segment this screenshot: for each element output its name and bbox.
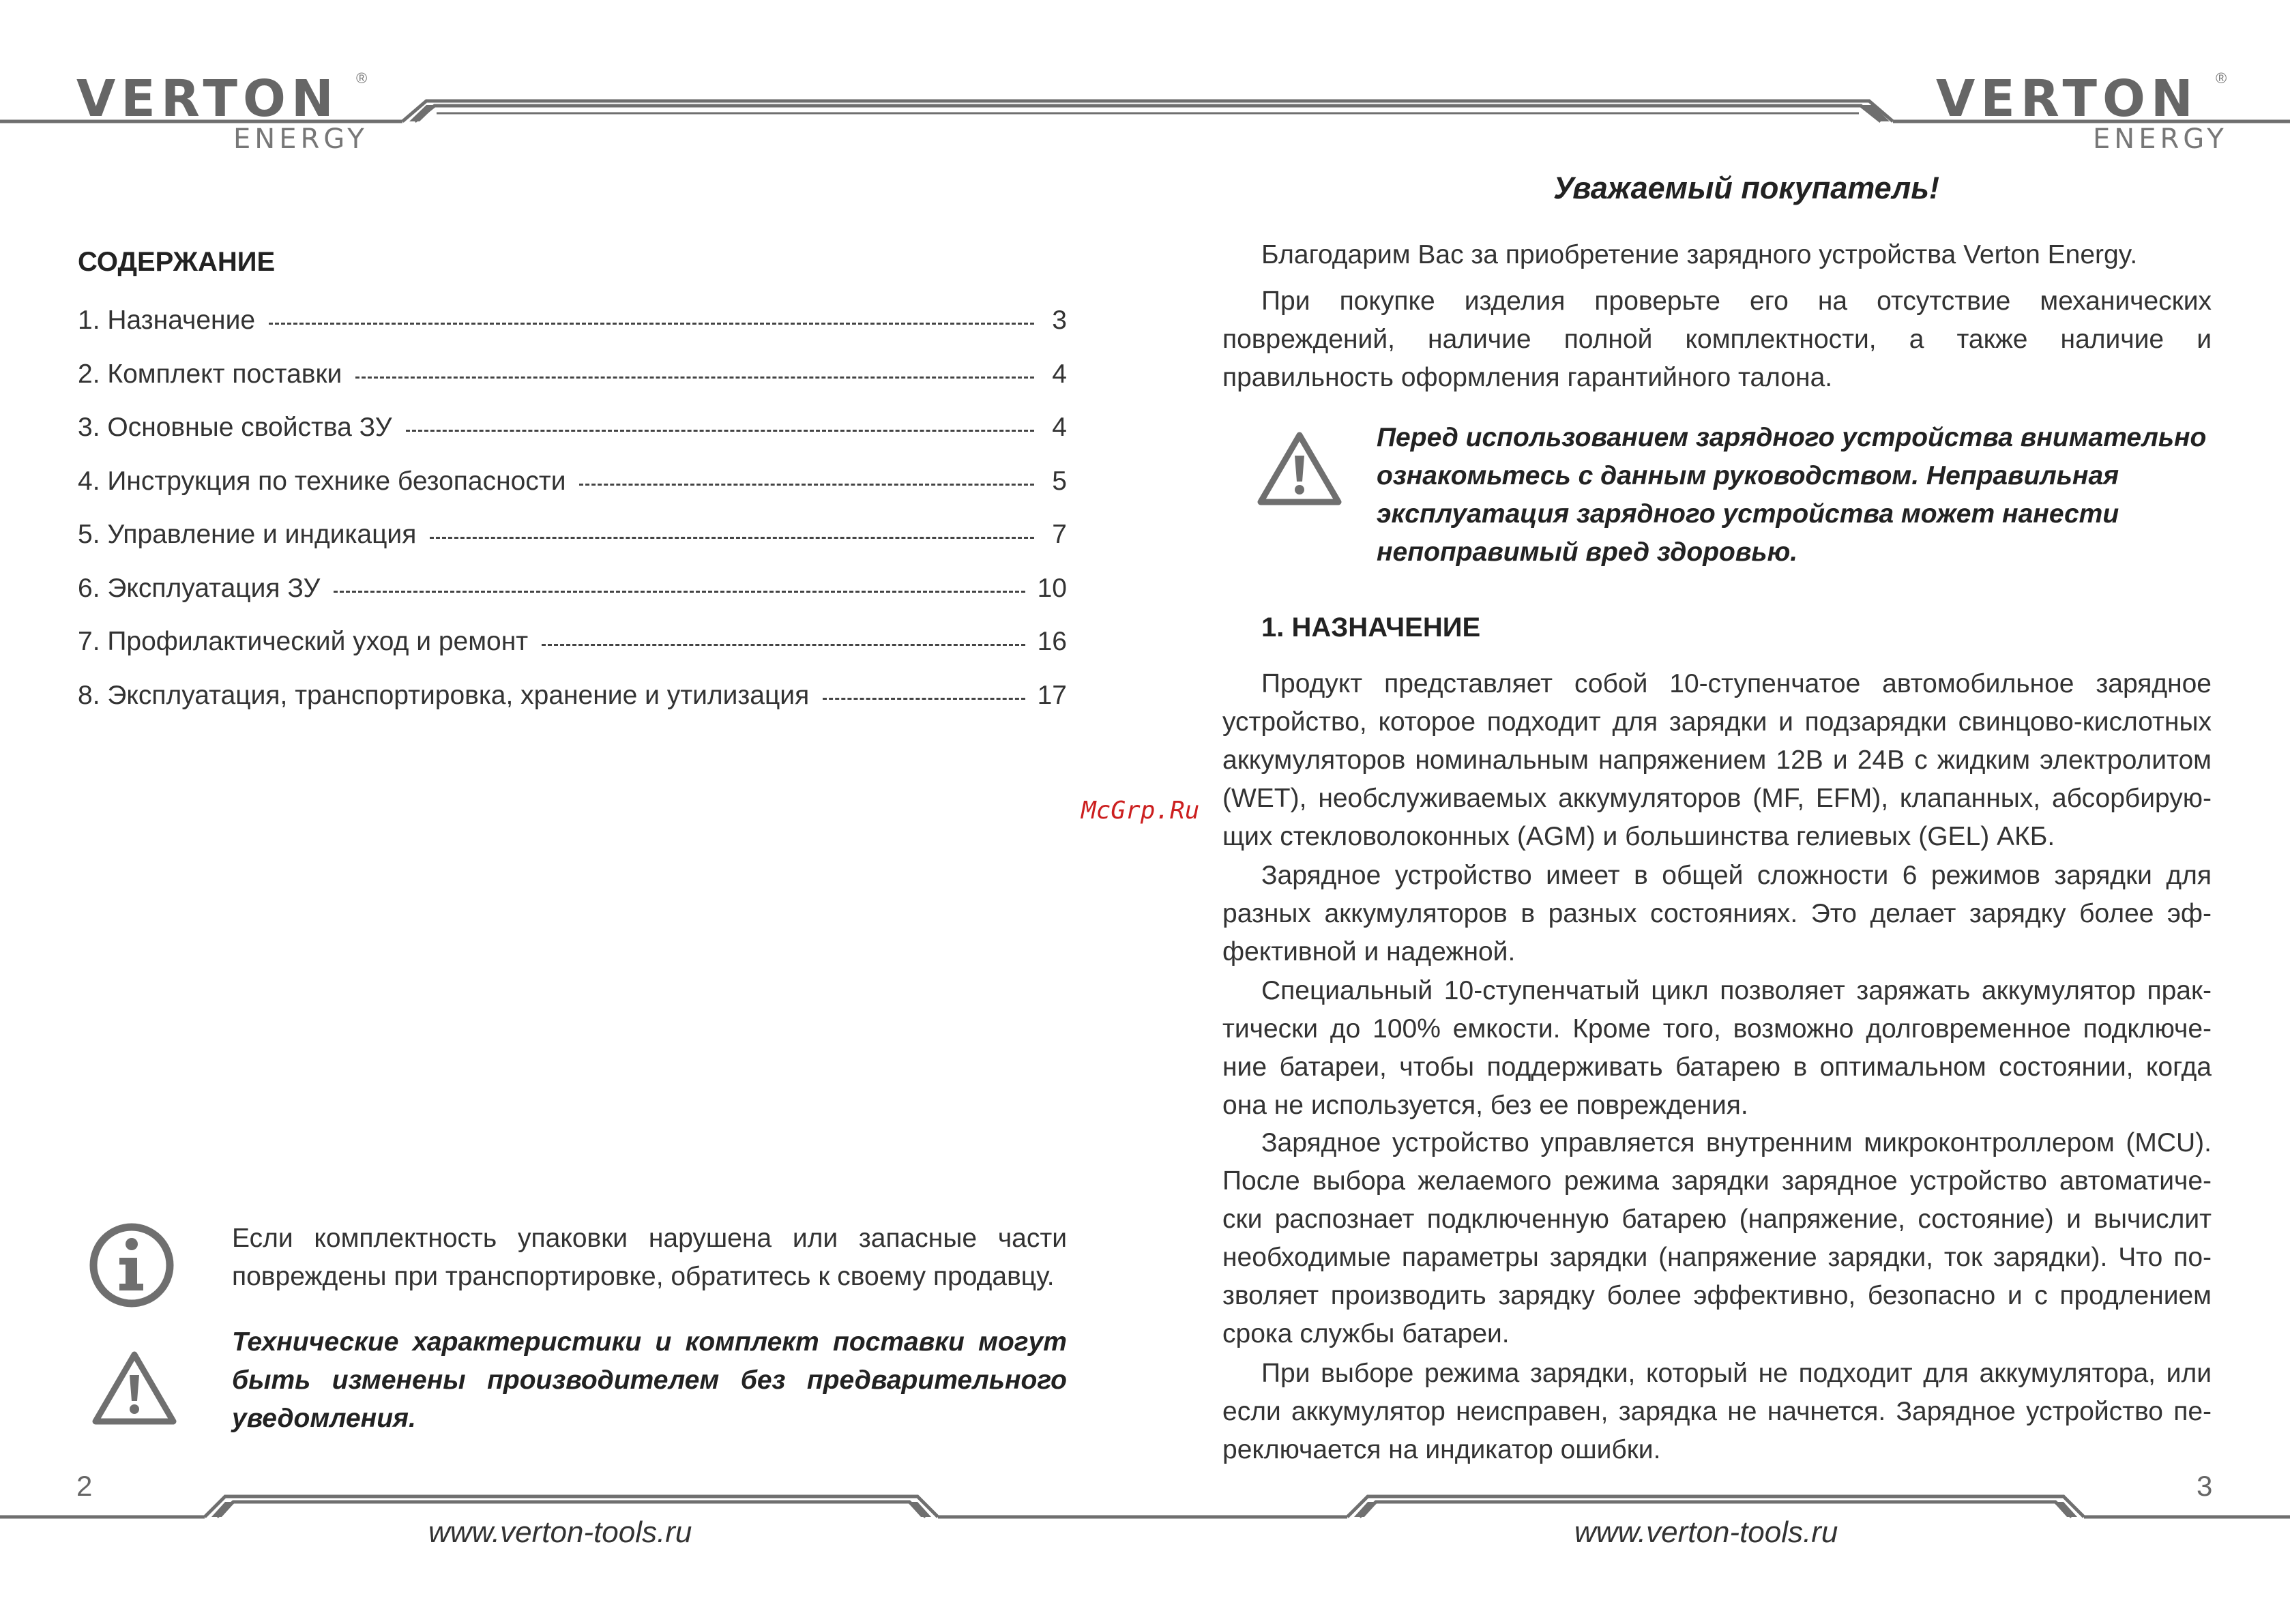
brand-logo-right [1936, 70, 2250, 156]
toc-item[interactable] [78, 627, 1067, 681]
toc-page: 7 [1052, 520, 1067, 549]
info-note: Если комплектность упаковки нарушена или запасные части повреждены при транспортировке, обратитесь к своему продавцу. [232, 1224, 1067, 1291]
toc-page: 4 [1052, 359, 1067, 389]
info-icon [87, 1221, 176, 1310]
intro-paragraph: При покупке изделия проверьте его на отсутствие механических повреждений, наличие полной комплектности, а также наличие и правильность оформления гарантийного талона. [1222, 286, 2212, 392]
toc-leader [406, 430, 1034, 432]
toc-leader [542, 644, 1025, 646]
brand-sub: ENERGY [2093, 123, 2228, 155]
body-paragraph: Специальный 10-ступенчатый цикл позволяет заряжать аккумулятор прак-тически до 100% емкости. Кроме того, возможно долговременное подключе-ние батареи, чтобы поддерживать батарею в оптимальном состоянии, когда она не используется, без ее повреждения. [1222, 976, 2212, 1120]
toc-label: 6. Эксплуатация ЗУ [78, 573, 321, 603]
body-paragraph: При выборе режима зарядки, который не подходит для аккумулятора, или если аккумулятор неисправен, зарядка не начнется. Зарядное устройство пе-реключается на индикатор ошибки. [1222, 1359, 2212, 1464]
toc-item[interactable] [78, 359, 1067, 413]
warning-icon [1255, 430, 1344, 508]
body-paragraph: Зарядное устройство имеет в общей сложности 6 режимов зарядки для разных аккумуляторов в разных состояниях. Это делает зарядку более эф-фективной и надежной. [1222, 861, 2212, 966]
toc-leader [269, 323, 1034, 325]
toc-item[interactable] [78, 520, 1067, 574]
toc-leader [823, 698, 1025, 700]
toc-label: 2. Комплект поставки [78, 359, 342, 389]
toc-leader [355, 377, 1034, 379]
table-of-contents [78, 306, 1067, 734]
brand-name: VERTON [1936, 70, 2199, 128]
website-link-left[interactable]: www.verton-tools.ru [428, 1516, 692, 1549]
toc-label: 5. Управление и индикация [78, 520, 417, 549]
toc-label: 1. Назначение [78, 306, 256, 335]
toc-item[interactable] [78, 574, 1067, 628]
toc-leader [579, 484, 1034, 486]
website-link-right[interactable]: www.verton-tools.ru [1574, 1516, 1838, 1549]
toc-item[interactable] [78, 681, 1067, 735]
toc-page: 17 [1037, 680, 1067, 710]
toc-page: 4 [1052, 413, 1067, 442]
toc-item[interactable] [78, 467, 1067, 520]
toc-label: 8. Эксплуатация, транспортировка, хранение и утилизация [78, 680, 810, 710]
warning-note: Технические характеристики и комплект поставки могут быть изменены производителем без предварительного уведомления. [232, 1327, 1067, 1433]
intro-paragraph: Благодарим Вас за приобретение зарядного устройства Verton Energy. [1261, 240, 2138, 269]
toc-item[interactable] [78, 413, 1067, 467]
brand-logo-left [76, 70, 390, 156]
brand-sub: ENERGY [233, 123, 368, 155]
toc-page: 16 [1037, 627, 1067, 656]
toc-leader [334, 591, 1025, 593]
toc-item[interactable] [78, 306, 1067, 359]
registered-mark: ® [2216, 70, 2227, 87]
safety-warning: Перед использованием зарядного устройства внимательно ознакомьтесь с данным руководством. Неправильная эксплуатация зарядного устройства может нанести непоправимый вред здоровью. [1377, 423, 2207, 567]
toc-leader [430, 537, 1034, 539]
toc-page: 5 [1052, 466, 1067, 496]
body-paragraph: Зарядное устройство управляется внутренним микроконтроллером (MCU). После выбора желаемого режима зарядки зарядное устройство автоматиче-ски распознает подключенную батарею (напряжение, состояние) и вычислит необходимые параметры зарядки (напряжение зарядки, ток зарядки). Что по-зволяет производить зарядку более эффективно, безопасно и с продлением срока службы батареи. [1222, 1128, 2212, 1348]
greeting-title: Уважаемый покупатель! [1553, 171, 1939, 205]
section-title: 1. НАЗНАЧЕНИЕ [1261, 612, 1481, 643]
toc-label: 4. Инструкция по технике безопасности [78, 466, 566, 496]
brand-name: VERTON [76, 70, 339, 128]
toc-label: 7. Профилактический уход и ремонт [78, 627, 529, 656]
toc-page: 3 [1052, 306, 1067, 335]
page-number-left: 2 [76, 1470, 93, 1502]
page-number-right: 3 [2197, 1470, 2213, 1502]
body-paragraph: Продукт представляет собой 10-ступенчатое автомобильное зарядное устройство, которое подходит для зарядки и подзарядки свинцово-кислотных аккумуляторов номинальным напряжением 12В и 24В с жидким электролитом (WET), необслуживаемых аккумуляторов (MF, EFM), клапанных, абсорбирую-щих стекловолоконных (AGM) и большинства гелиевых (GEL) АКБ. [1222, 669, 2212, 851]
warning-icon [90, 1349, 179, 1428]
toc-title: СОДЕРЖАНИЕ [78, 247, 276, 277]
registered-mark: ® [356, 70, 368, 87]
watermark: McGrp.Ru [1081, 797, 1200, 825]
toc-label: 3. Основные свойства ЗУ [78, 413, 392, 442]
toc-page: 10 [1037, 573, 1067, 603]
